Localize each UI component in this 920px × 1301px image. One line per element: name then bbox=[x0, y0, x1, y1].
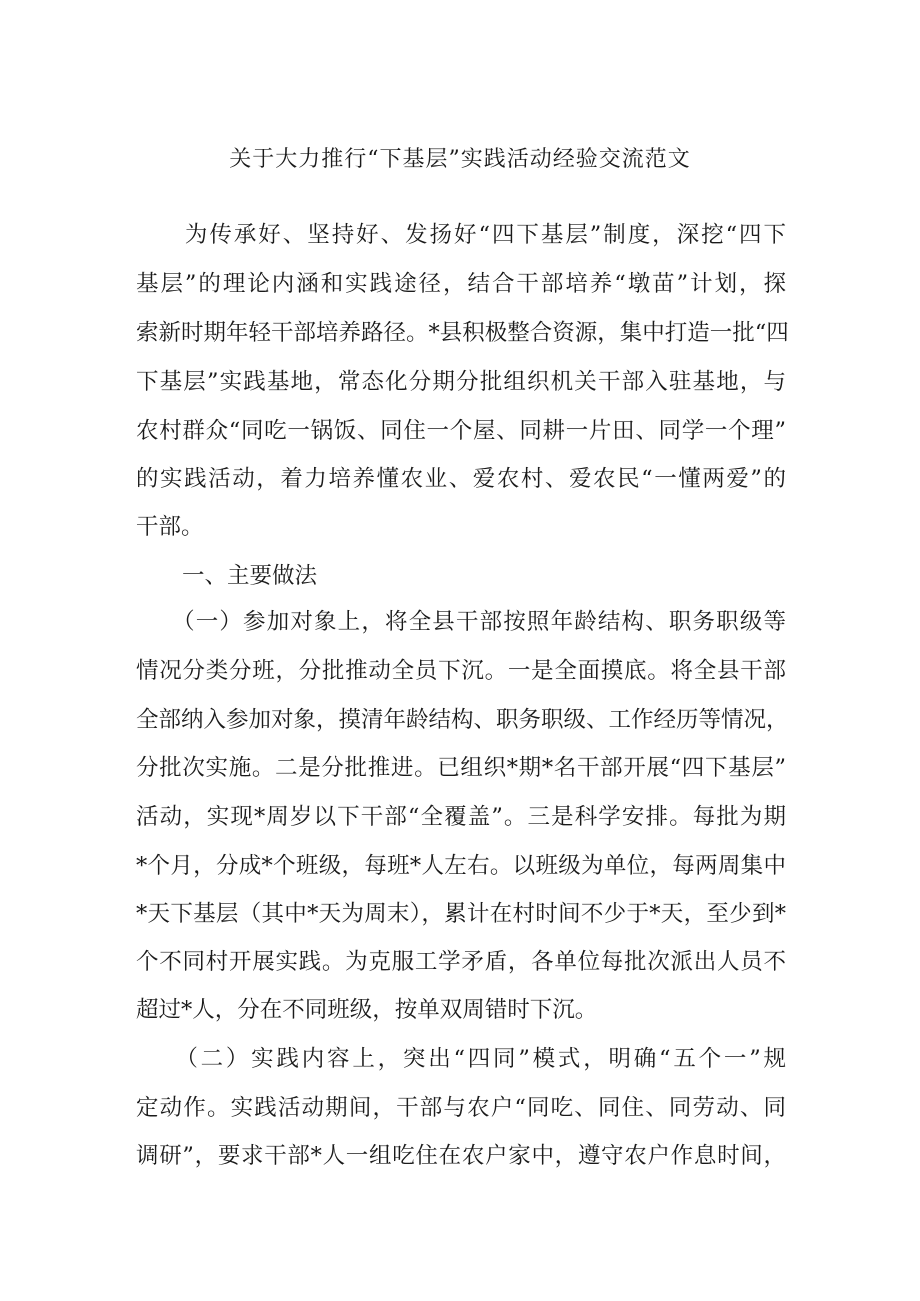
paragraph-2-line-7: *天下基层（其中*天为周末），累计在村时间不少于*天，至少到* bbox=[136, 901, 786, 927]
paragraph-3-line-3: 调研”，要求干部*人一组吃住在农户家中，遵守农户作息时间， bbox=[136, 1143, 786, 1169]
paragraph-1-line-5: 农村群众“同吃一锅饭、同住一个屋、同耕一片田、同学一个理” bbox=[136, 418, 786, 444]
document-title: 关于大力推行“下基层”实践活动经验交流范文 bbox=[229, 147, 691, 172]
paragraph-1-line-1: 为传承好、坚持好、发扬好“四下基层”制度，深挖“四下 bbox=[136, 222, 786, 248]
paragraph-1-line-3: 索新时期年轻干部培养路径。*县积极整合资源，集中打造一批“四 bbox=[136, 320, 789, 346]
paragraph-2-line-8: 个不同村开展实践。为克服工学矛盾，各单位每批次派出人员不 bbox=[136, 949, 786, 975]
paragraph-3-line-2: 定动作。实践活动期间，干部与农户“同吃、同住、同劳动、同 bbox=[136, 1095, 786, 1121]
paragraph-2-line-5: 活动，实现*周岁以下干部“全覆盖”。三是科学安排。每批为期 bbox=[136, 804, 786, 830]
paragraph-1-line-7: 干部。 bbox=[136, 514, 204, 540]
paragraph-2-line-1: （一）参加对象上，将全县干部按照年龄结构、职务职级等 bbox=[136, 609, 786, 635]
paragraph-1-line-4: 下基层”实践基地，常态化分期分批组织机关干部入驻基地，与 bbox=[136, 369, 786, 395]
paragraph-1-line-6: 的实践活动，着力培养懂农业、爱农村、爱农民“一懂两爱”的 bbox=[136, 466, 786, 492]
paragraph-2-line-4: 分批次实施。二是分批推进。已组织*期*名干部开展“四下基层” bbox=[136, 755, 786, 781]
paragraph-2-line-9: 超过*人，分在不同班级，按单双周错时下沉。 bbox=[136, 997, 598, 1023]
paragraph-2-line-2: 情况分类分班，分批推动全员下沉。一是全面摸底。将全县干部 bbox=[136, 658, 786, 684]
paragraph-1-line-2: 基层”的理论内涵和实践途径，结合干部培养“墩苗”计划，探 bbox=[136, 271, 786, 297]
paragraph-2-line-6: *个月，分成*个班级，每班*人左右。以班级为单位，每两周集中 bbox=[136, 853, 786, 879]
paragraph-2-line-3: 全部纳入参加对象，摸清年龄结构、职务职级、工作经历等情况， bbox=[136, 707, 789, 733]
section-heading: 一、主要做法 bbox=[182, 563, 318, 589]
paragraph-3-line-1: （二）实践内容上，突出“四同”模式，明确“五个一”规 bbox=[136, 1046, 786, 1072]
